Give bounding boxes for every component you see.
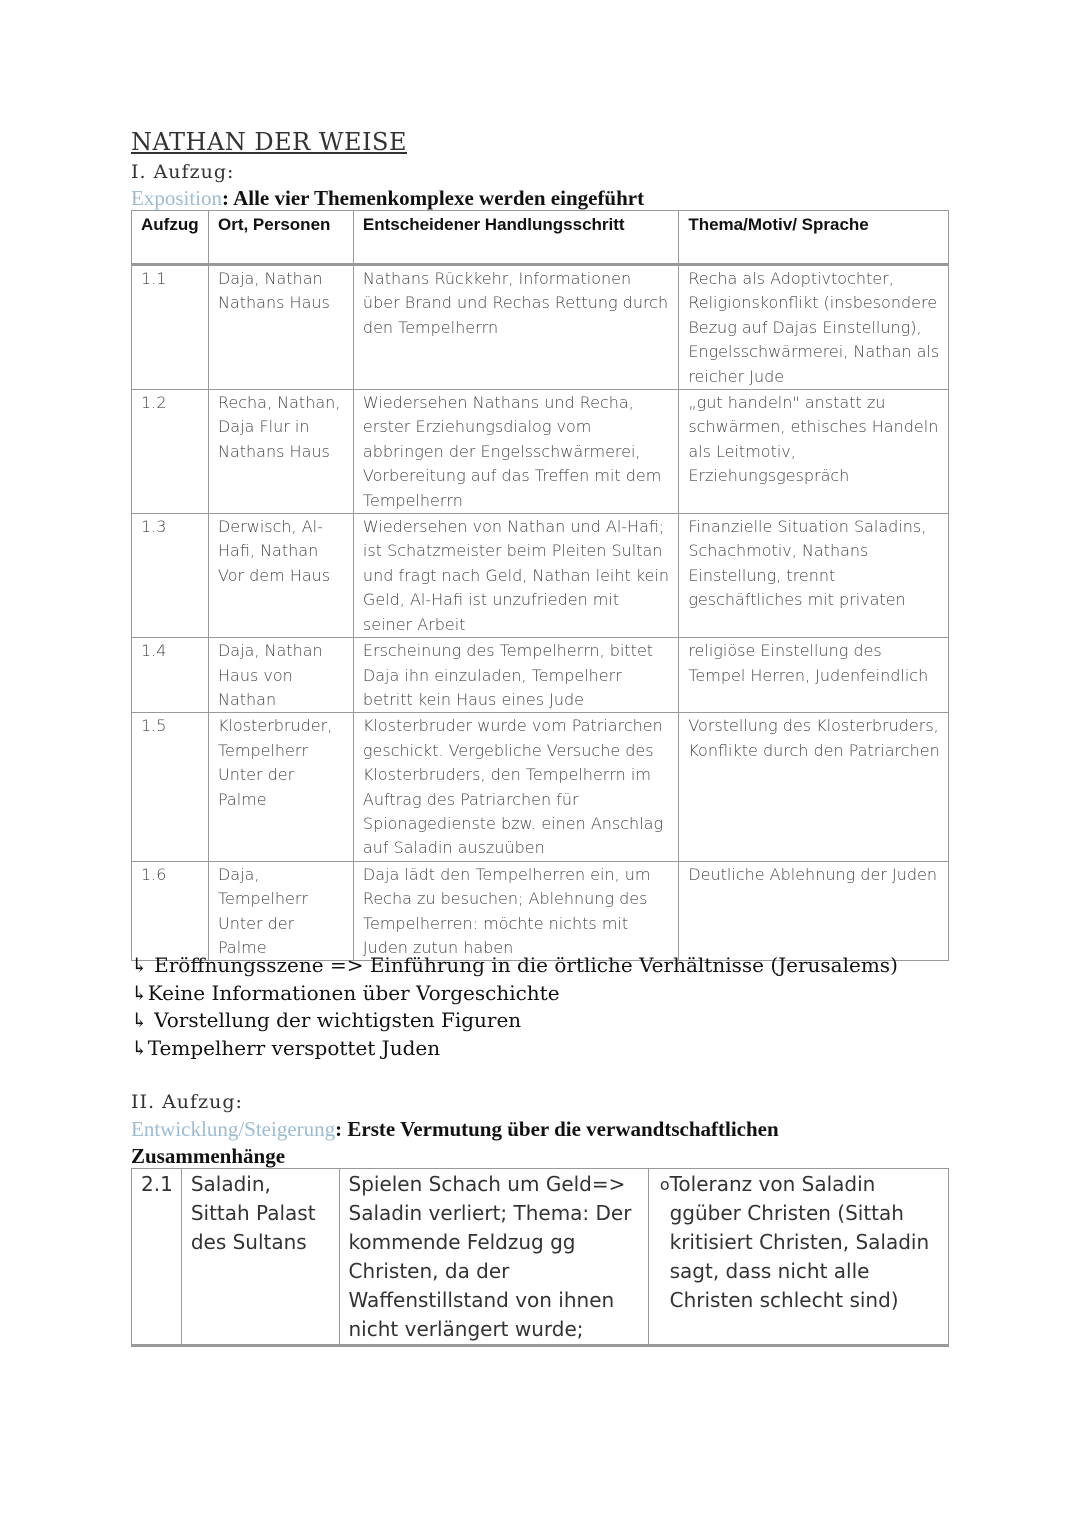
action-cell: Erscheinung des Tempelherrn, bittet Daja ihn einzuladen, Tempelherr betritt kein Haus eines Jude [353,638,678,713]
theme-bullet-item [658,1170,940,1315]
scene-cell: 1.1 [132,265,209,390]
table-header-row [132,211,949,265]
act2-section-text-2: Zusammenhänge [131,1144,286,1168]
act2-table [131,1168,949,1347]
note-line: ↳Keine Informationen über Vorgeschichte [131,980,560,1005]
note-line: ↳ Eröffnungsszene => Einführung in die örtliche Verhältnisse (Jerusalems) [131,953,898,977]
column-header: Ort, Personen [208,211,353,265]
note-line: ↳Tempelherr verspottet Juden [131,1035,441,1060]
act1-table [131,210,949,961]
theme-cell: religiöse Einstellung des Tempel Herren, Judenfeindlich [679,638,949,713]
scene-cell: 1.3 [132,514,209,638]
act2-section-accent: Entwicklung/Steigerung [131,1117,336,1141]
table-row [132,713,949,861]
scene-cell: 1.4 [132,638,209,713]
column-header: Thema/Motiv/ Sprache [679,211,949,265]
bullet-circle-icon: o [659,1175,670,1194]
place-cell: Derwisch, Al-Hafi, Nathan Vor dem Haus [208,514,353,638]
action-cell: Klosterbruder wurde vom Patriarchen geschickt. Vergebliche Versuche des Klosterbruders, den Tempelherrn im Auftrag des Patriarchen für Spionagedienste bzw. einen Anschlag auf Saladin auszuüben [353,713,678,861]
column-header: Aufzug [132,211,209,265]
act2-section-line [131,1116,779,1170]
scene-cell: 2.1 [132,1169,182,1346]
table-row [132,638,949,713]
theme-cell: Vorstellung des Klosterbruders, Konflikte durch den Patriarchen [679,713,949,861]
act1-heading: I. Aufzug: [131,161,235,183]
place-cell: Klosterbruder, Tempelherr Unter der Palme [208,713,353,861]
action-cell: Nathans Rückkehr, Informationen über Brand und Rechas Rettung durch den Tempelherrn [353,265,678,390]
note-line: ↳ Vorstellung der wichtigsten Figuren [131,1008,522,1032]
action-cell: Wiedersehen Nathans und Recha, erster Erziehungsdialog vom abbringen der Engelsschwärmerei, Vorbereitung auf das Treffen mit dem Tempelherrn [353,390,678,514]
scene-cell: 1.6 [132,861,209,961]
theme-cell: Deutliche Ablehnung der Juden [679,861,949,961]
place-cell: Daja, Nathan Haus von Nathan [208,638,353,713]
action-cell: Wiedersehen von Nathan und Al-Hafi; ist Schatzmeister beim Pleiten Sultan und fragt nach Geld, Nathan leiht kein Geld, Al-Hafi ist unzufrieden mit seiner Arbeit [353,514,678,638]
act1-section-line [131,186,644,211]
theme-cell: Recha als Adoptivtochter, Religionskonflikt (insbesondere Bezug auf Dajas Einstellung), Engelsschwärmerei, Nathan als reicher Jude [679,265,949,390]
table-row [132,390,949,514]
table-row [132,514,949,638]
page-title: NATHAN DER WEISE [131,128,408,156]
theme-cell: „gut handeln" anstatt zu schwärmen, ethisches Handeln als Leitmotiv, Erziehungsgespräch [679,390,949,514]
act2-section-text: : Erste Vermutung über die verwandtschaftlichen [335,1117,779,1141]
action-cell: Daja lädt den Tempelherren ein, um Recha zu besuchen; Ablehnung des Tempelherren: möchte nichts mit Juden zutun haben [353,861,678,961]
theme-text: Toleranz von Saladin ggüber Christen (Sittah kritisiert Christen, Saladin sagt, dass nicht alle Christen schlecht sind) [669,1172,930,1312]
action-cell: Spielen Schach um Geld=> Saladin verliert; Thema: Der kommende Feldzug gg Christen, da der Waffenstillstand von ihnen nicht verlängert wurde; [339,1169,648,1346]
table-row [132,265,949,390]
scene-cell: 1.5 [132,713,209,861]
column-header: Entscheidener Handlungsschritt [353,211,678,265]
act2-heading: II. Aufzug: [131,1091,243,1113]
place-cell: Saladin, Sittah Palast des Sultans [181,1169,339,1346]
place-cell: Daja, Nathan Nathans Haus [208,265,353,390]
place-cell: Recha, Nathan, Daja Flur in Nathans Haus [208,390,353,514]
act1-notes [131,952,898,1062]
table-row [132,861,949,961]
place-cell: Daja, Tempelherr Unter der Palme [208,861,353,961]
act1-section-text: : Alle vier Themenkomplexe werden eingeführt [222,186,645,210]
scene-cell: 1.2 [132,390,209,514]
theme-cell [648,1169,948,1346]
act1-section-accent: Exposition [131,186,223,210]
table-row [132,1169,949,1346]
theme-cell: Finanzielle Situation Saladins, Schachmotiv, Nathans Einstellung, trennt geschäftliches mit privaten [679,514,949,638]
